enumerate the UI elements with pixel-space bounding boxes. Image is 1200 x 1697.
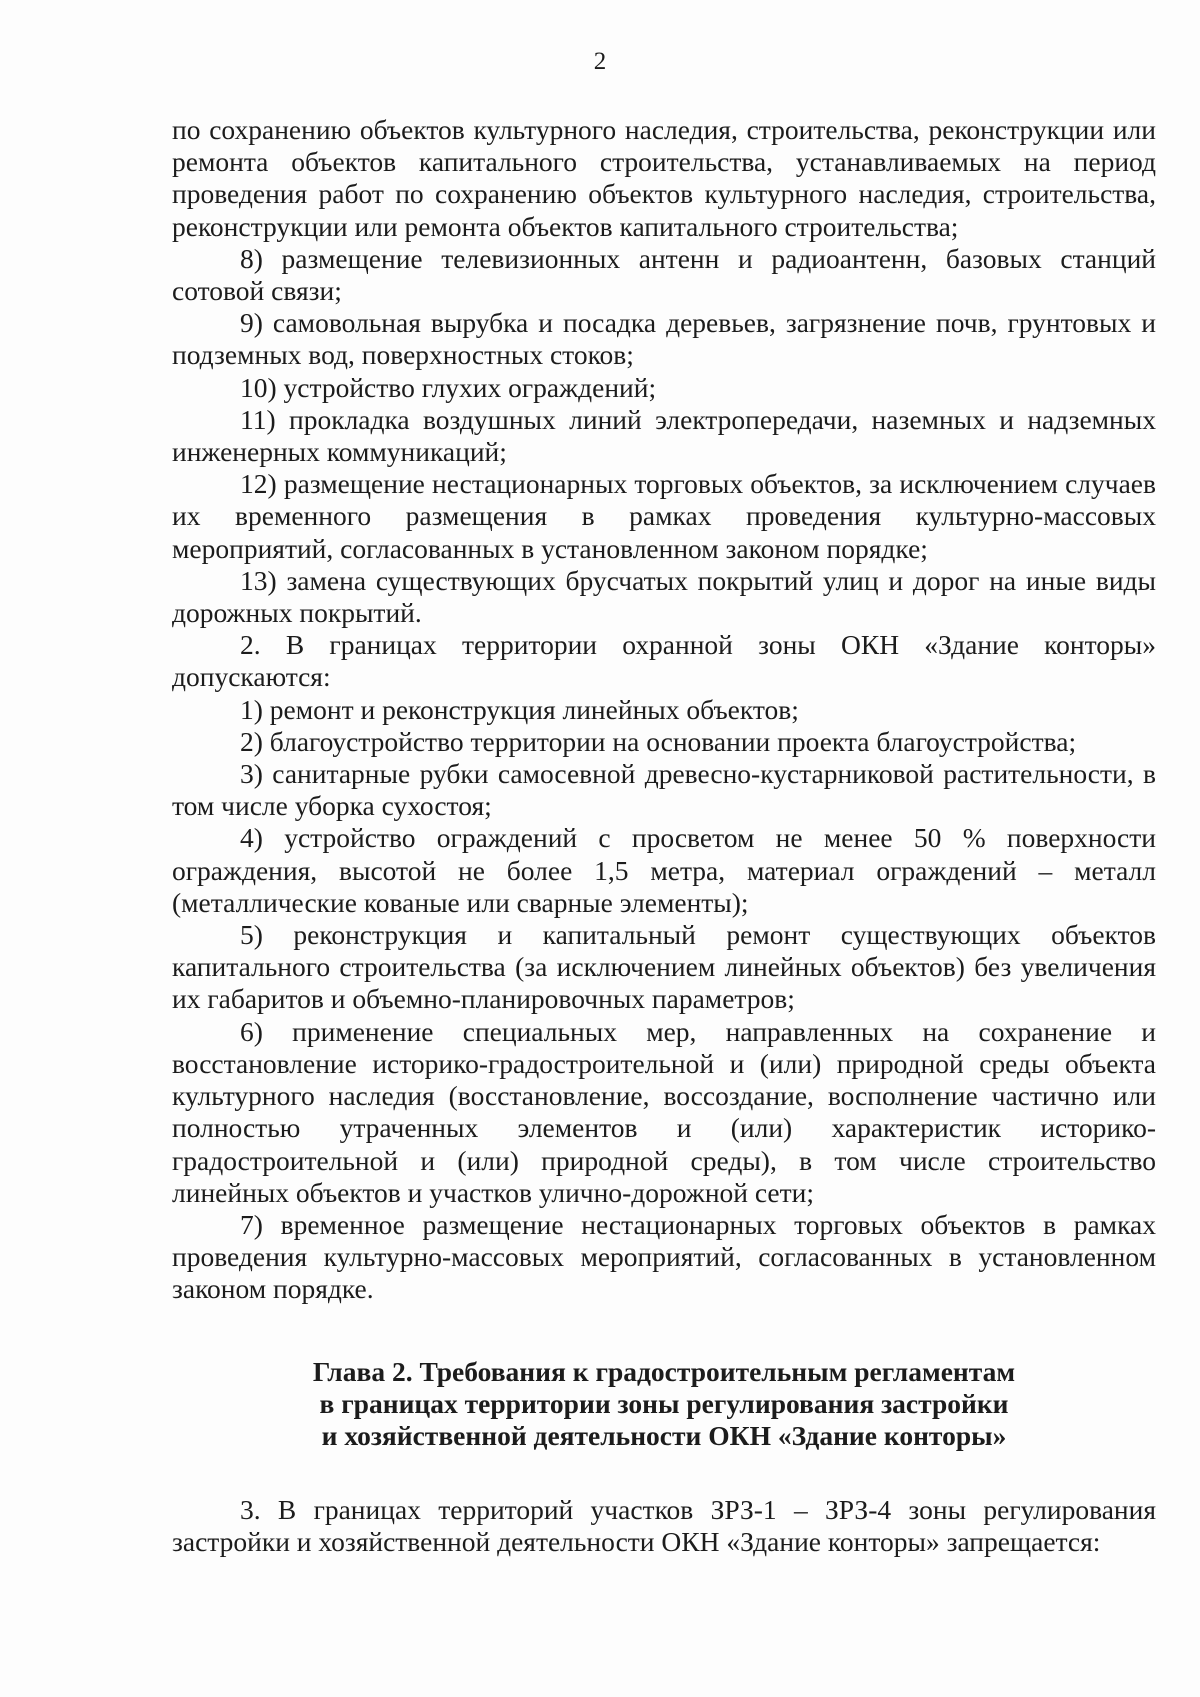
paragraph: 9) самовольная вырубка и посадка деревьев, загрязнение почв, грунтовых и подземных вод, поверхностных стоков;	[172, 307, 1156, 371]
paragraph: 13) замена существующих брусчатых покрытий улиц и дорог на иные виды дорожных покрытий.	[172, 564, 1156, 629]
paragraph: 4) устройство ограждений с просветом не менее 50 % поверхности ограждения, высотой не более 1,5 метра, материал ограждений – металл (металлические кованые или сварные элементы);	[172, 822, 1156, 918]
paragraph: 2. В границах территории охранной зоны ОКН «Здание конторы» допускаются:	[172, 629, 1156, 693]
chapter-heading-line: в границах территории зоны регулирования застройки	[319, 1387, 1009, 1419]
paragraph: 10) устройство глухих ограждений;	[240, 371, 657, 403]
paragraph: по сохранению объектов культурного наследия, строительства, реконструкции или ремонта объектов капитального строительства, устанавливаемых на период проведения работ по сохранению объектов культурного наследия, строительства, реконструкции или ремонта объектов капитального строительства;	[172, 114, 1156, 242]
paragraph: 12) размещение нестационарных торговых объектов, за исключением случаев их временного размещения в рамках проведения культурно-массовых мероприятий, согласованных в установленном законом порядке;	[172, 468, 1156, 564]
section-part2	[172, 1494, 1156, 1558]
paragraph: 6) применение специальных мер, направленных на сохранение и восстановление историко-градостроительной и (или) природной среды объекта культурного наследия (восстановление, воссоздание, восполнение частично или полностью утраченных элементов и (или) характеристик историко-градостроительной и (или) природной среды), в том числе строительство линейных объектов и участков улично-дорожной сети;	[172, 1015, 1156, 1208]
paragraph: 3. В границах территорий участков ЗРЗ-1 – ЗРЗ-4 зоны регулирования застройки и хозяйственной деятельности ОКН «Здание конторы» запрещается:	[172, 1494, 1156, 1558]
paragraph: 11) прокладка воздушных линий электропередачи, наземных и надземных инженерных коммуникаций;	[172, 403, 1156, 468]
paragraph: 1) ремонт и реконструкция линейных объектов;	[240, 693, 799, 725]
chapter-heading-line: и хозяйственной деятельности ОКН «Здание конторы»	[321, 1419, 1007, 1451]
page-number: 2	[593, 48, 607, 75]
paragraph: 3) санитарные рубки самосевной древесно-кустарниковой растительности, в том числе уборка сухостоя;	[172, 758, 1156, 822]
section-part1	[172, 114, 1156, 1306]
paragraph: 5) реконструкция и капитальный ремонт существующих объектов капитального строительства (за исключением линейных объектов) без увеличения их габаритов и объемно-планировочных параметров;	[172, 919, 1156, 1015]
paragraph: 2) благоустройство территории на основании проекта благоустройства;	[240, 725, 1077, 757]
chapter-heading-line: Глава 2. Требования к градостроительным регламентам	[312, 1355, 1016, 1387]
document-body	[172, 114, 1156, 1559]
paragraph: 7) временное размещение нестационарных торговых объектов в рамках проведения культурно-массовых мероприятий, согласованных в установленном законом порядке.	[172, 1208, 1156, 1305]
chapter-heading	[172, 1356, 1156, 1453]
paragraph: 8) размещение телевизионных антенн и радиоантенн, базовых станций сотовой связи;	[172, 242, 1156, 307]
